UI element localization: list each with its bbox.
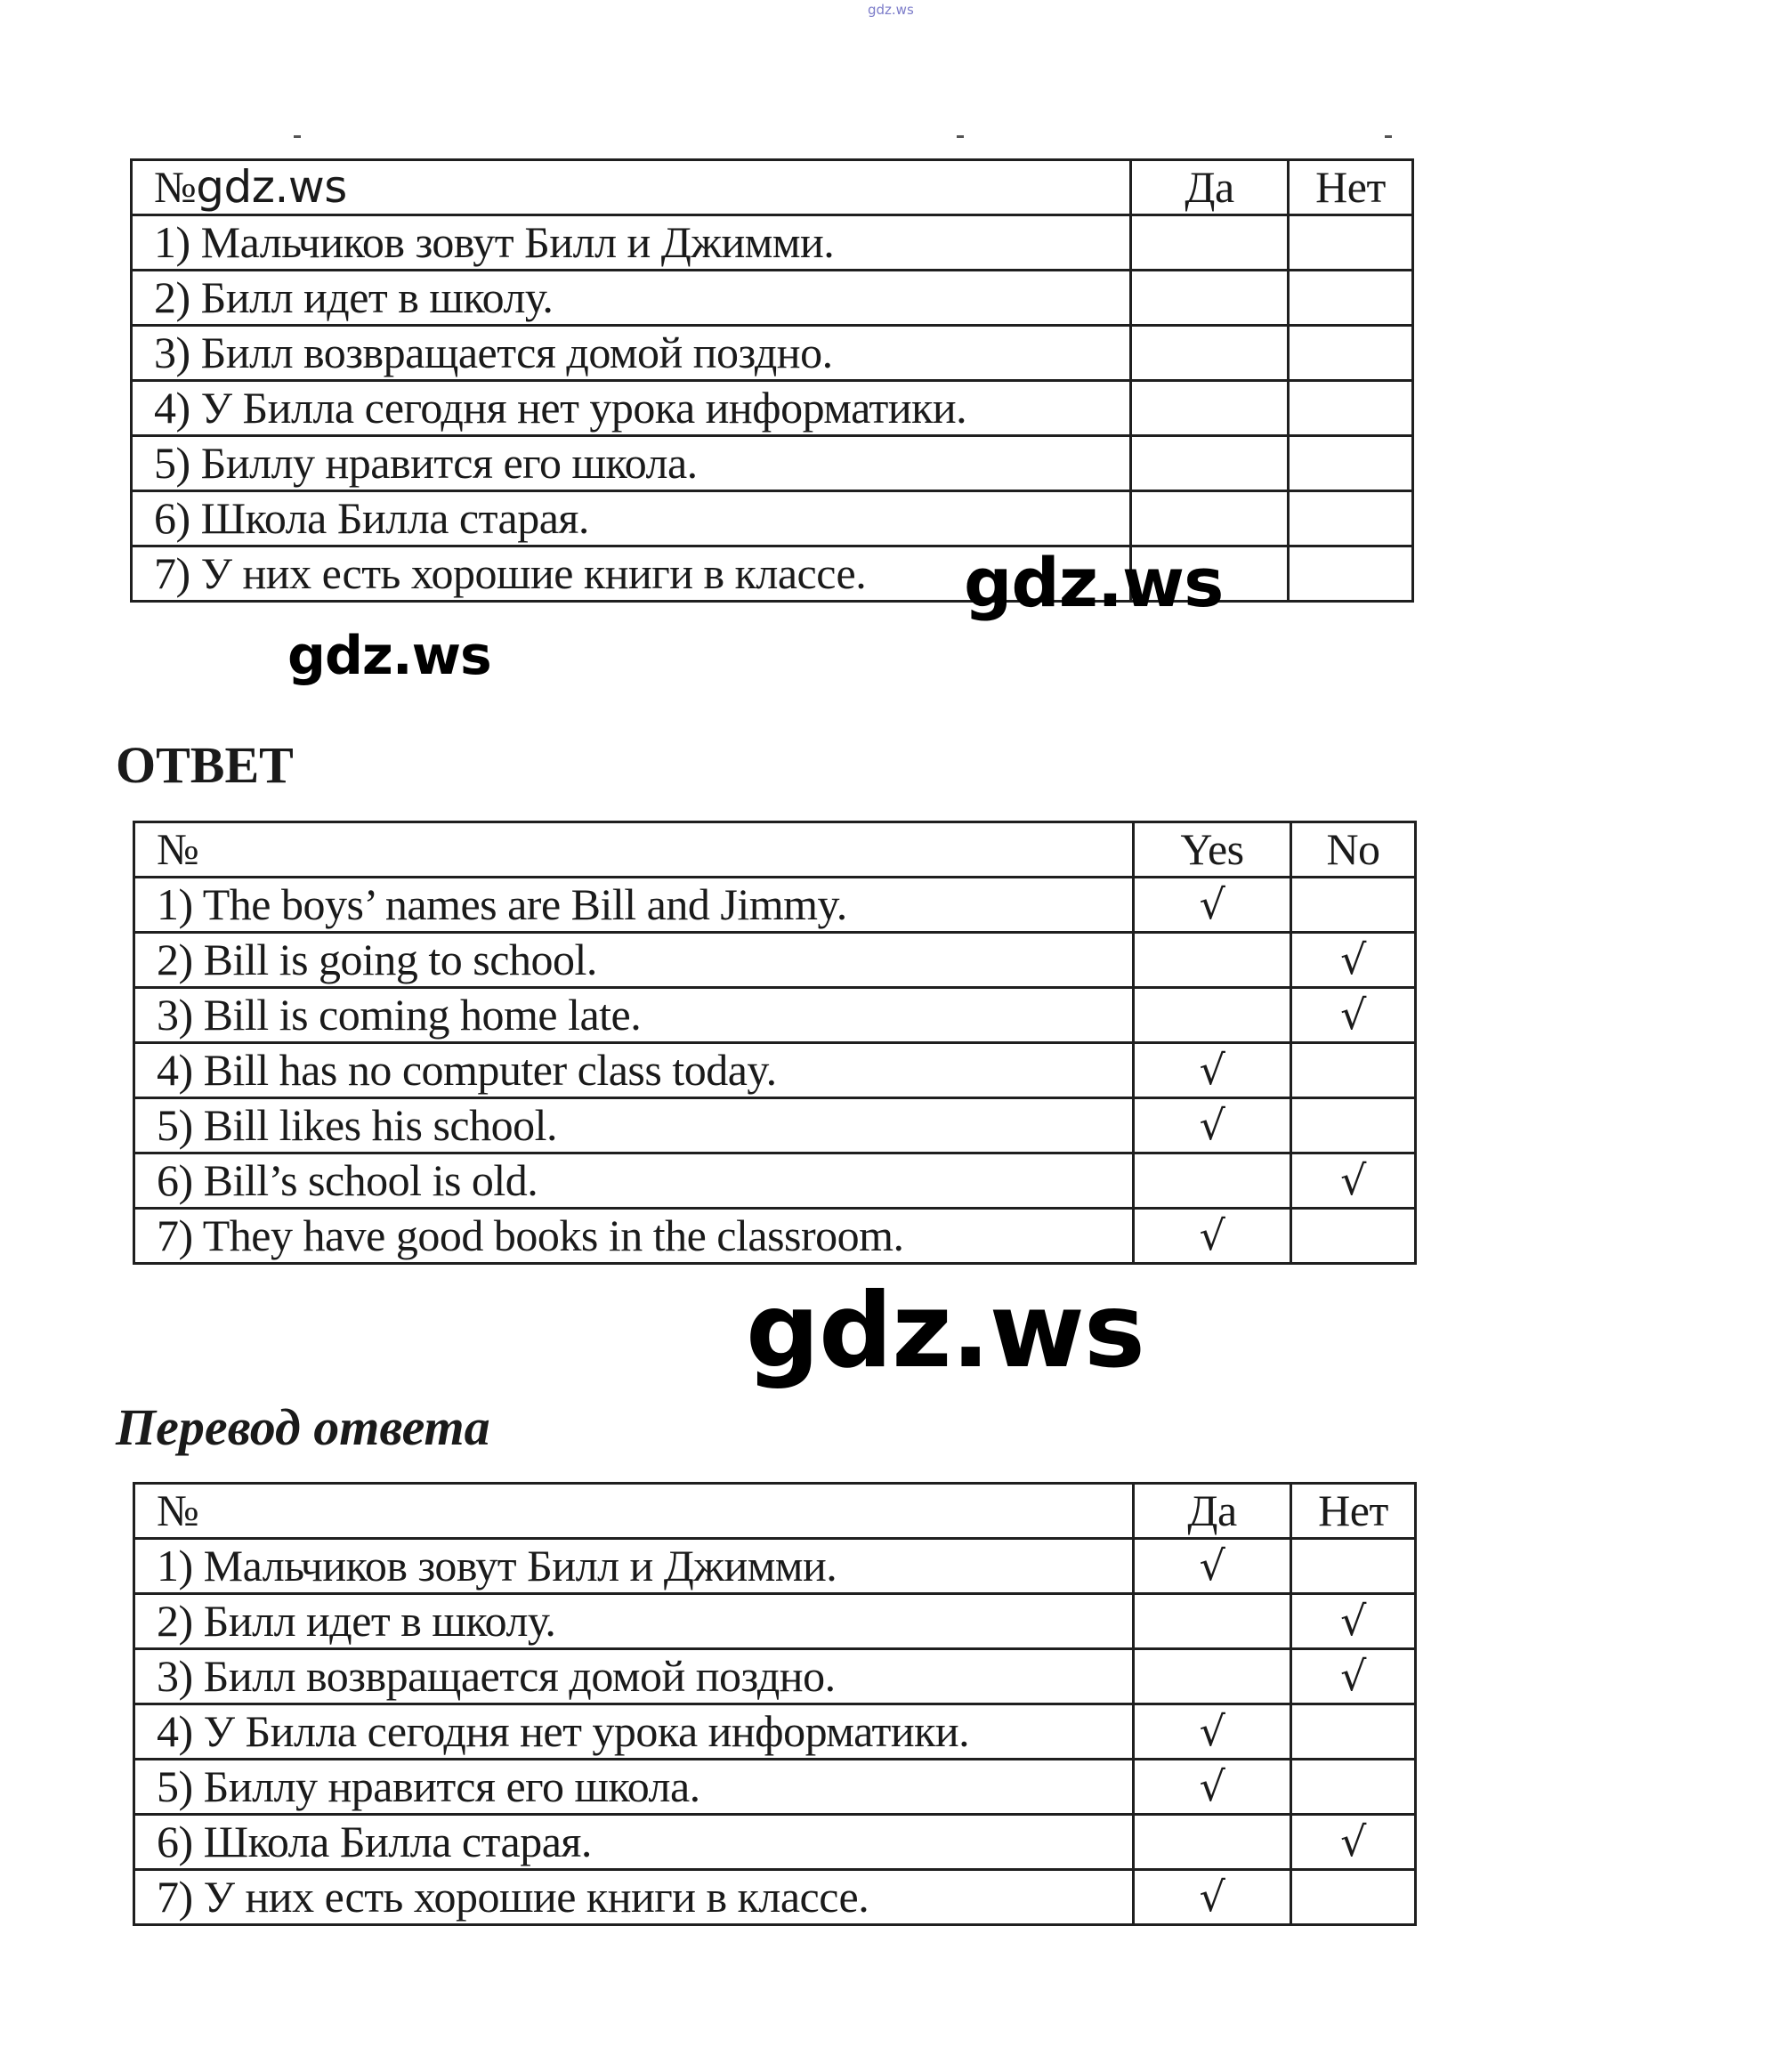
no-cell xyxy=(1289,326,1413,381)
number-label: № xyxy=(154,162,197,212)
number-header: № xyxy=(134,1484,1134,1539)
no-cell: √ xyxy=(1291,988,1416,1043)
table-header-row xyxy=(132,160,1413,215)
yes-cell xyxy=(1131,436,1289,491)
statement-cell: 4) У Билла сегодня нет урока информатики. xyxy=(132,381,1131,436)
table-row xyxy=(134,878,1416,933)
yes-cell: √ xyxy=(1134,1043,1291,1098)
statement-cell: 5) Биллу нравится его школа. xyxy=(132,436,1131,491)
no-cell xyxy=(1291,1870,1416,1925)
header-watermark: gdz.ws xyxy=(196,161,347,213)
no-cell xyxy=(1291,1539,1416,1594)
statement-cell: 3) Билл возвращается домой поздно. xyxy=(134,1649,1134,1704)
no-cell: √ xyxy=(1291,1594,1416,1649)
no-cell xyxy=(1291,1760,1416,1815)
yes-header: Yes xyxy=(1134,822,1291,878)
yes-cell xyxy=(1134,1594,1291,1649)
table-row xyxy=(132,381,1413,436)
table-header-row xyxy=(134,1484,1416,1539)
statement-cell: 1) Мальчиков зовут Билл и Джимми. xyxy=(132,215,1131,271)
translation-table xyxy=(133,1482,1417,1926)
statement-cell: 5) Биллу нравится его школа. xyxy=(134,1760,1134,1815)
statement-cell: 7) They have good books in the classroom. xyxy=(134,1209,1134,1264)
no-cell xyxy=(1289,215,1413,271)
statement-cell: 7) У них есть хорошие книги в классе. xyxy=(132,546,1131,602)
no-cell xyxy=(1291,1098,1416,1153)
yes-cell xyxy=(1131,381,1289,436)
yes-cell: √ xyxy=(1134,1098,1291,1153)
no-cell xyxy=(1289,381,1413,436)
translation-heading: Перевод ответа xyxy=(116,1398,490,1456)
yes-header: Да xyxy=(1134,1484,1291,1539)
no-cell: √ xyxy=(1291,1649,1416,1704)
no-cell xyxy=(1291,1209,1416,1264)
table-header-row xyxy=(134,822,1416,878)
statement-cell: 7) У них есть хорошие книги в классе. xyxy=(134,1870,1134,1925)
yes-cell: √ xyxy=(1134,1760,1291,1815)
no-cell xyxy=(1289,546,1413,602)
no-cell xyxy=(1289,491,1413,546)
no-cell: √ xyxy=(1291,1815,1416,1870)
no-header: Нет xyxy=(1291,1484,1416,1539)
table-row xyxy=(134,1539,1416,1594)
statement-cell: 2) Билл идет в школу. xyxy=(134,1594,1134,1649)
statement-cell: 1) Мальчиков зовут Билл и Джимми. xyxy=(134,1539,1134,1594)
table-row xyxy=(134,1870,1416,1925)
table-row xyxy=(134,1153,1416,1209)
watermark: gdz.ws xyxy=(746,1271,1144,1391)
statement-cell: 4) Bill has no computer class today. xyxy=(134,1043,1134,1098)
answer-table xyxy=(133,821,1417,1265)
yes-cell: √ xyxy=(1134,1870,1291,1925)
no-header: No xyxy=(1291,822,1416,878)
no-cell: √ xyxy=(1291,933,1416,988)
table-row xyxy=(134,1594,1416,1649)
statement-cell: 6) Школа Билла старая. xyxy=(134,1815,1134,1870)
table-row xyxy=(132,491,1413,546)
answer-heading: ОТВЕТ xyxy=(116,736,294,794)
table-row xyxy=(132,271,1413,326)
statement-cell: 1) The boys’ names are Bill and Jimmy. xyxy=(134,878,1134,933)
statement-cell: 6) Школа Билла старая. xyxy=(132,491,1131,546)
table-row xyxy=(134,933,1416,988)
yes-cell: √ xyxy=(1134,1704,1291,1760)
watermark: gdz.ws xyxy=(287,625,491,687)
no-cell xyxy=(1289,271,1413,326)
number-header: № xyxy=(134,822,1134,878)
no-cell xyxy=(1291,878,1416,933)
table-row xyxy=(134,1209,1416,1264)
table-row xyxy=(134,1815,1416,1870)
statement-cell: 6) Bill’s school is old. xyxy=(134,1153,1134,1209)
table-row xyxy=(134,1649,1416,1704)
table-row xyxy=(134,1098,1416,1153)
table-row xyxy=(132,326,1413,381)
statement-cell: 2) Bill is going to school. xyxy=(134,933,1134,988)
yes-cell xyxy=(1131,491,1289,546)
yes-header: Да xyxy=(1131,160,1289,215)
table-row xyxy=(134,1760,1416,1815)
table-row xyxy=(134,1704,1416,1760)
yes-cell: √ xyxy=(1134,878,1291,933)
statement-cell: 4) У Билла сегодня нет урока информатики. xyxy=(134,1704,1134,1760)
statement-cell: 3) Билл возвращается домой поздно. xyxy=(132,326,1131,381)
yes-cell xyxy=(1131,215,1289,271)
watermark: gdz.ws xyxy=(964,543,1224,622)
task-table xyxy=(130,158,1414,603)
table-row xyxy=(134,988,1416,1043)
site-mark: gdz.ws xyxy=(868,2,914,18)
no-cell: √ xyxy=(1291,1153,1416,1209)
yes-cell xyxy=(1134,1649,1291,1704)
statement-cell: 5) Bill likes his school. xyxy=(134,1098,1134,1153)
yes-cell xyxy=(1131,271,1289,326)
table-row xyxy=(132,215,1413,271)
statement-cell: 2) Билл идет в школу. xyxy=(132,271,1131,326)
table-row xyxy=(132,436,1413,491)
number-header xyxy=(132,160,1131,215)
yes-cell xyxy=(1134,1815,1291,1870)
statement-cell: 3) Bill is coming home late. xyxy=(134,988,1134,1043)
yes-cell xyxy=(1131,326,1289,381)
no-cell xyxy=(1291,1704,1416,1760)
table-row xyxy=(134,1043,1416,1098)
no-cell xyxy=(1289,436,1413,491)
yes-cell: √ xyxy=(1134,1539,1291,1594)
yes-cell: √ xyxy=(1134,1209,1291,1264)
yes-cell xyxy=(1134,1153,1291,1209)
no-cell xyxy=(1291,1043,1416,1098)
yes-cell xyxy=(1134,933,1291,988)
yes-cell xyxy=(1134,988,1291,1043)
stray-marks xyxy=(294,135,1397,146)
no-header: Нет xyxy=(1289,160,1413,215)
